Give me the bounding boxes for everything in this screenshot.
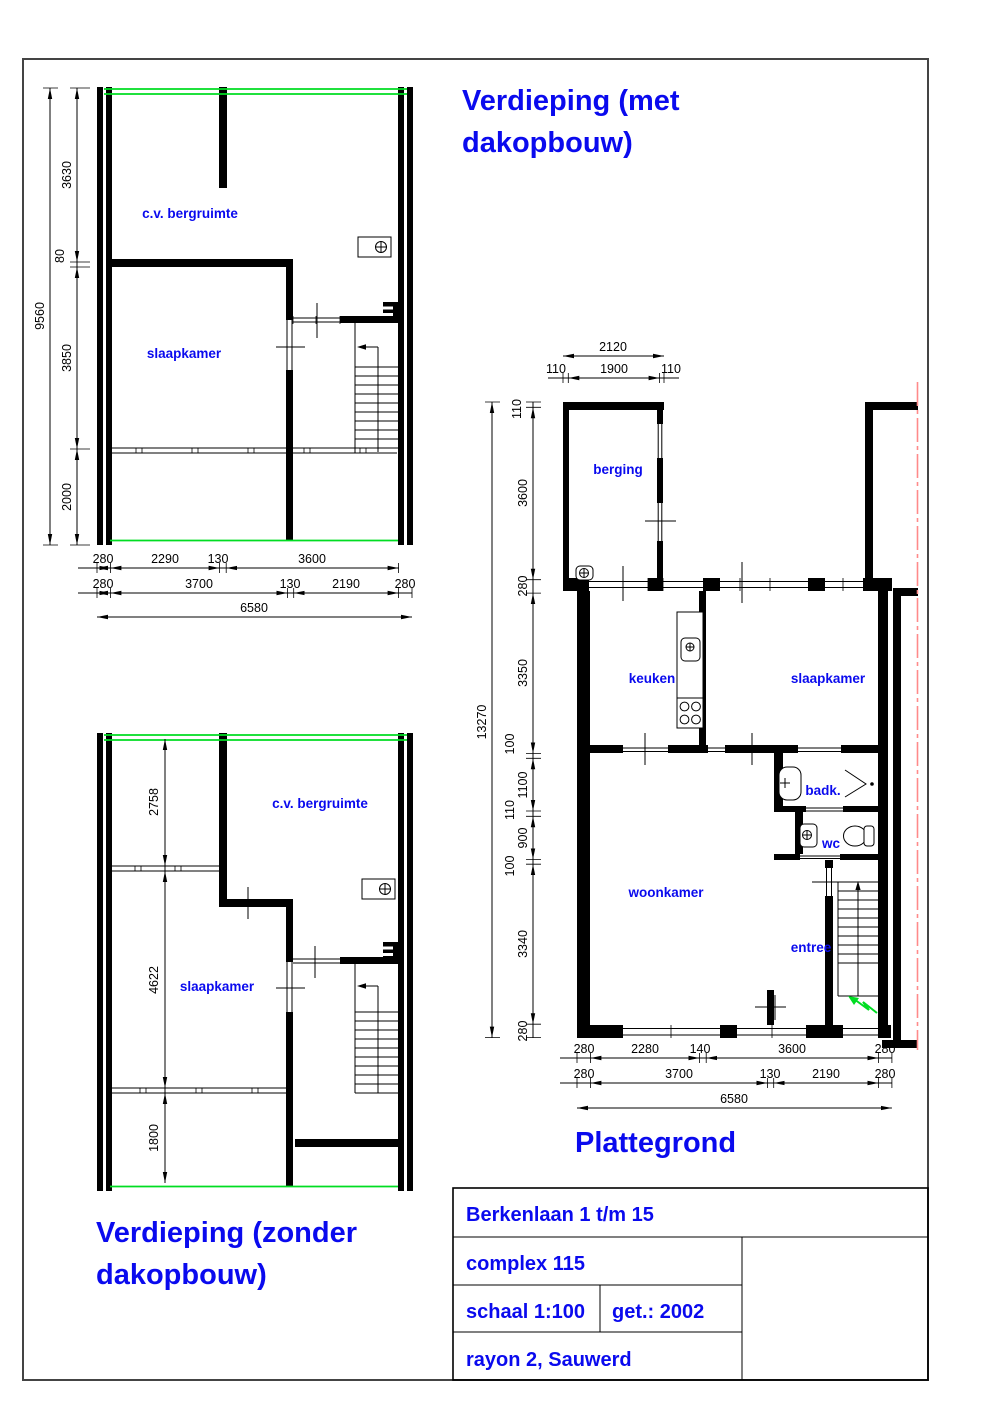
plan1-openings (276, 303, 340, 370)
plan2-room-labels (180, 796, 369, 994)
dim: 110 (661, 362, 681, 376)
duct-icon (383, 942, 399, 960)
title-block (453, 1188, 928, 1380)
plan1-roof-edge-lines (104, 89, 407, 541)
dim: 100 (503, 855, 517, 877)
sink-icon (681, 638, 700, 661)
room-label-cv-bergruimte: c.v. bergruimte (272, 796, 368, 811)
plan3-title: Plattegrond (575, 1127, 737, 1159)
title-block-region: rayon 2, Sauwerd (466, 1349, 632, 1371)
room-label-wc: wc (821, 836, 841, 851)
dim: 110 (503, 800, 517, 820)
dim: 280 (92, 552, 114, 566)
dim: 3850 (60, 344, 74, 372)
room-label-entree: entree (790, 940, 832, 955)
room-label-slaapkamer: slaapkamer (179, 979, 255, 994)
stove-icon (677, 698, 703, 728)
plan3-stairs (838, 881, 878, 996)
plan3-room-labels (593, 462, 866, 955)
ventilation-unit-icon (358, 237, 391, 257)
kitchen-counter (677, 612, 703, 728)
dim: 2280 (631, 1042, 659, 1056)
plan3-walls (563, 402, 918, 1048)
duct-icon (383, 302, 399, 320)
dim: 3350 (516, 659, 530, 687)
dim: 3340 (516, 930, 530, 958)
dim: 280 (516, 1020, 530, 1042)
dim: 2190 (812, 1067, 840, 1081)
plan1-title-line2: dakopbouw) (462, 127, 633, 159)
dim: 280 (516, 575, 530, 597)
dim: 280 (874, 1042, 896, 1056)
plan1-walls (97, 87, 413, 545)
room-label-cv-bergruimte: c.v. bergruimte (142, 206, 238, 221)
dim-bottom-total: 6580 (240, 601, 268, 615)
dim: 140 (689, 1042, 711, 1056)
dim: 1800 (147, 1124, 161, 1152)
plan-verdieping-met-dakopbouw (33, 87, 415, 617)
dim: 280 (92, 577, 114, 591)
title-block-scale: schaal 1:100 (466, 1301, 585, 1323)
dim: 4622 (147, 966, 161, 994)
dim: 110 (546, 362, 566, 376)
wc-washbasin-icon (800, 824, 817, 847)
dim: 3600 (516, 479, 530, 507)
plan1-knee-wall-line (112, 448, 397, 453)
dim: 2758 (147, 788, 161, 816)
plan2-stairs (355, 964, 398, 1093)
dim: 80 (53, 249, 67, 263)
dim: 3600 (298, 552, 326, 566)
plan1-room-labels (142, 206, 238, 361)
title-block-address: Berkenlaan 1 t/m 15 (466, 1204, 654, 1226)
stair-direction-arrow (357, 983, 366, 989)
dim: 3700 (665, 1067, 693, 1081)
dim: 100 (503, 733, 517, 755)
dim: 900 (516, 827, 530, 849)
dim: 130 (759, 1067, 781, 1081)
plan1-stairs (355, 323, 398, 453)
plan3-window-door-openings (589, 424, 878, 1038)
plan2-fixtures (362, 879, 399, 960)
dim: 130 (207, 552, 229, 566)
dim: 1900 (600, 362, 628, 376)
dim: 1100 (516, 771, 530, 799)
plan1-fixtures (358, 237, 399, 320)
ventilation-icon (576, 566, 593, 580)
plan3-fixtures (576, 566, 874, 847)
plan1-title-line1: Verdieping (met (462, 85, 680, 117)
plan2-dimensions (147, 739, 165, 1183)
washbasin-icon (779, 767, 801, 800)
dim: 3630 (60, 161, 74, 189)
dim: 2190 (332, 577, 360, 591)
dim: 280 (573, 1067, 595, 1081)
room-label-woonkamer: woonkamer (628, 885, 704, 900)
room-label-badkamer: badk. (805, 783, 841, 798)
stair-direction-arrow (357, 344, 366, 350)
dim: 3600 (778, 1042, 806, 1056)
shower-icon (845, 770, 874, 797)
ventilation-unit-icon (362, 879, 395, 899)
toilet-icon (844, 826, 875, 846)
dim: 130 (279, 577, 301, 591)
plan-verdieping-zonder-dakopbouw (97, 733, 413, 1191)
room-label-slaapkamer: slaapkamer (146, 346, 222, 361)
room-label-berging: berging (593, 462, 643, 477)
title-block-complex: complex 115 (466, 1253, 585, 1275)
dim-bottom-total: 6580 (720, 1092, 748, 1106)
plan-plattegrond (475, 340, 918, 1108)
dim-left-total: 9560 (33, 302, 47, 330)
room-label-keuken: keuken (628, 671, 676, 686)
entrance-arrow-icon (848, 996, 877, 1013)
plan2-title-line1: Verdieping (zonder (96, 1217, 358, 1249)
dim: 2000 (60, 483, 74, 511)
dim-left-total: 13270 (475, 704, 489, 740)
room-label-slaapkamer: slaapkamer (790, 671, 866, 686)
dim: 110 (510, 399, 524, 419)
dim: 280 (394, 577, 416, 591)
dim: 2290 (151, 552, 179, 566)
dim: 3700 (185, 577, 213, 591)
dim: 280 (573, 1042, 595, 1056)
title-block-drawn-year: get.: 2002 (612, 1301, 705, 1323)
dim: 280 (874, 1067, 896, 1081)
plan2-title-line2: dakopbouw) (96, 1259, 267, 1291)
dim-top-total: 2120 (599, 340, 627, 354)
